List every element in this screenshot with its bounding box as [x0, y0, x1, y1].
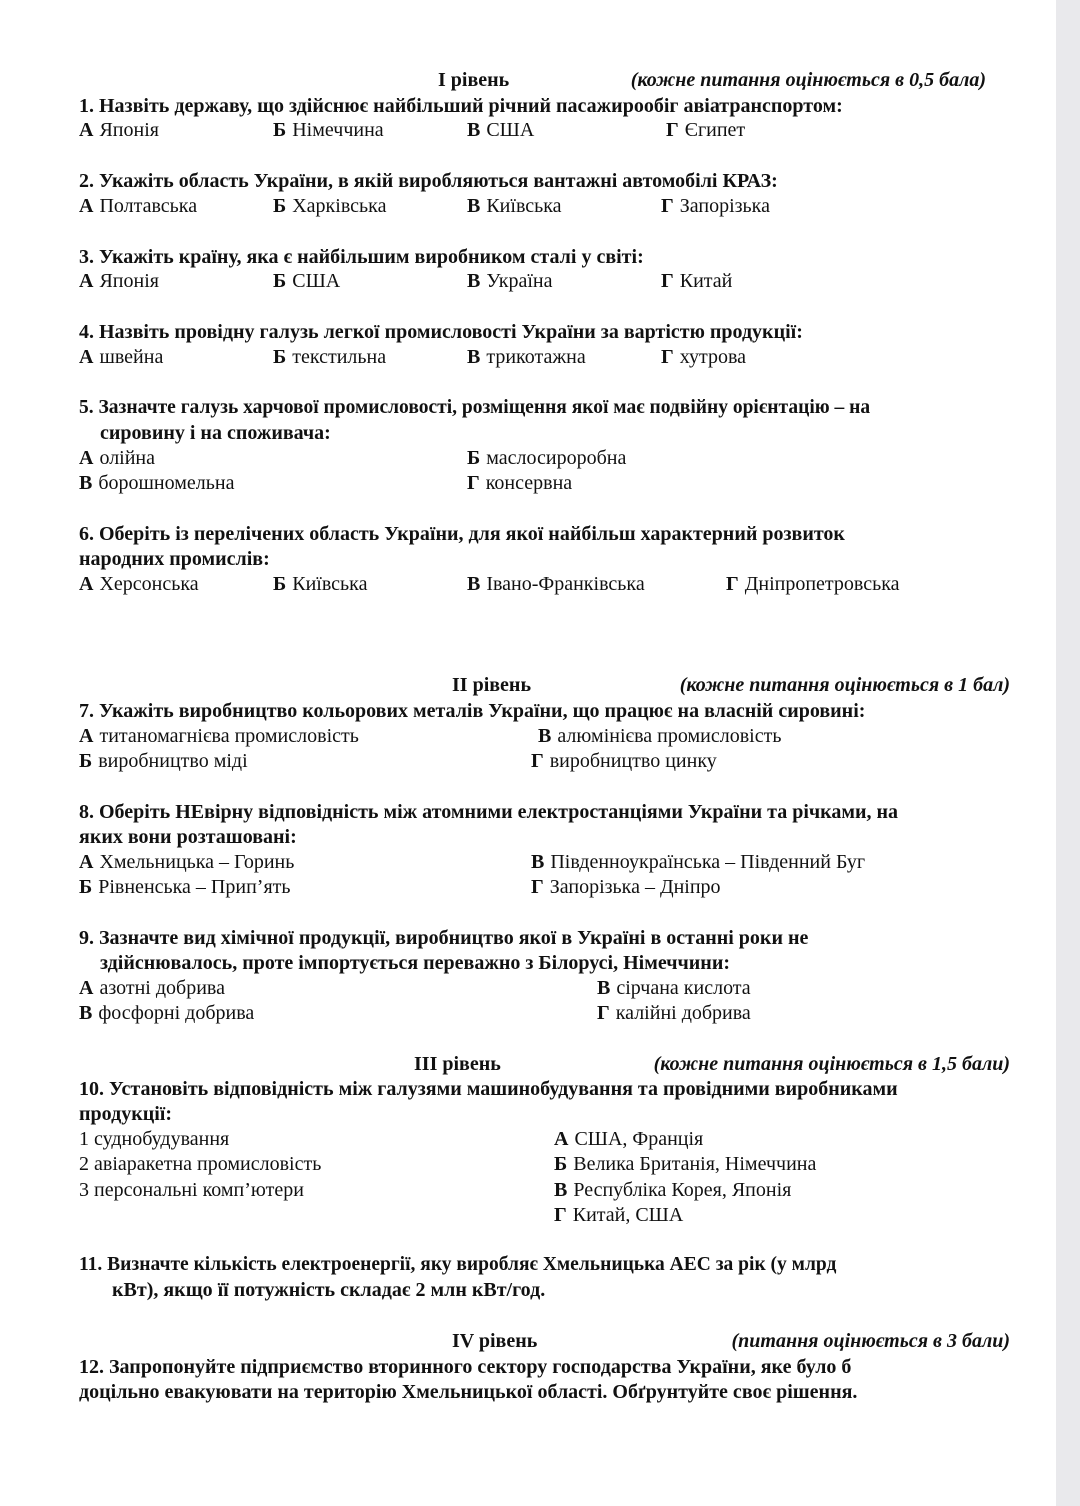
q10-left-item-1: 1 суднобудування: [79, 1128, 230, 1150]
right-edge-strip: [1056, 0, 1080, 1506]
q8-option-a[interactable]: А Хмельницька – Горинь: [79, 851, 295, 873]
q5-option-a[interactable]: А олійна: [79, 447, 156, 469]
q1-option-c[interactable]: В США: [467, 119, 535, 141]
level-4-title: IV рівень: [452, 1330, 538, 1352]
q10-right-item-c[interactable]: В Республіка Корея, Японія: [554, 1179, 792, 1201]
q8-option-b[interactable]: Б Рівненська – Прип’ять: [79, 876, 291, 898]
q5-option-c[interactable]: В борошномельна: [79, 472, 235, 494]
q9-option-a[interactable]: А азотні добрива: [79, 977, 225, 999]
question-11-line-2: кВт), якщо її потужність складає 2 млн кВт/год.: [112, 1279, 546, 1301]
q2-option-d[interactable]: Г Запорізька: [661, 195, 770, 217]
q4-option-c[interactable]: В трикотажна: [467, 346, 586, 368]
question-12-line-2: доцільно евакуювати на територію Хмельницької області. Обґрунтуйте своє рішення.: [79, 1381, 858, 1403]
question-3: 3. Укажіть країну, яка є найбільшим виробником сталі у світі:: [79, 246, 644, 268]
q1-option-b[interactable]: Б Німеччина: [273, 119, 384, 141]
q9-option-c[interactable]: В сірчана кислота: [597, 977, 751, 999]
q8-option-d[interactable]: Г Запорізька – Дніпро: [531, 876, 721, 898]
q7-option-b[interactable]: Б виробництво міді: [79, 750, 248, 772]
level-3-title: III рівень: [414, 1053, 501, 1075]
question-4: 4. Назвіть провідну галузь легкої промисловості України за вартістю продукції:: [79, 321, 803, 343]
q7-option-a[interactable]: А титаномагнієва промисловість: [79, 725, 359, 747]
q2-option-b[interactable]: Б Харківська: [273, 195, 387, 217]
question-6-line-2: народних промислів:: [79, 548, 270, 570]
q4-option-d[interactable]: Г хутрова: [661, 346, 747, 368]
question-8-line-1: 8. Оберіть НЕвірну відповідність між атомними електростанціями України та річками, на: [79, 801, 899, 823]
q1-option-d[interactable]: Г Єгипет: [666, 119, 746, 141]
q4-option-b[interactable]: Б текстильна: [273, 346, 387, 368]
q6-option-c[interactable]: В Івано-Франківська: [467, 573, 645, 595]
q1-option-a[interactable]: А Японія: [79, 119, 159, 141]
q3-option-d[interactable]: Г Китай: [661, 270, 733, 292]
question-8-line-2: яких вони розташовані:: [79, 826, 297, 848]
question-5-line-1: 5. Зазначте галузь харчової промисловості, розміщення якої має подвійну орієнтацію – на: [79, 397, 871, 418]
level-2-note: (кожне питання оцінюється в 1 бал): [679, 674, 1010, 696]
question-5-line-2: сировину і на споживача:: [100, 422, 331, 444]
q2-option-c[interactable]: В Київська: [467, 195, 562, 217]
q6-option-d[interactable]: Г Дніпропетровська: [726, 573, 900, 595]
question-12-line-1: 12. Запропонуйте підприємство вторинного сектору господарства України, яке було б: [79, 1356, 852, 1378]
question-9-line-1: 9. Зазначте вид хімічної продукції, виробництво якої в Україні в останні роки не: [79, 927, 809, 949]
question-7: 7. Укажіть виробництво кольорових металів України, що працює на власній сировині:: [79, 700, 866, 722]
level-4-note: (питання оцінюється в 3 бали): [731, 1330, 1010, 1352]
q7-option-c[interactable]: В алюмінієва промисловість: [538, 725, 782, 747]
q5-option-d[interactable]: Г консервна: [467, 472, 573, 494]
q3-option-a[interactable]: А Японія: [79, 270, 159, 292]
q10-right-item-b[interactable]: Б Велика Британія, Німеччина: [554, 1153, 817, 1175]
question-2: 2. Укажіть область України, в якій виробляються вантажні автомобілі КРАЗ:: [79, 170, 778, 192]
q2-option-a[interactable]: А Полтавська: [79, 195, 198, 217]
q7-option-d[interactable]: Г виробництво цинку: [531, 750, 717, 772]
q3-option-b[interactable]: Б США: [273, 270, 341, 292]
question-11-line-1: 11. Визначте кількість електроенергії, яку виробляє Хмельницька АЕС за рік (у млрд: [79, 1254, 837, 1275]
question-9-line-2: здійснювалось, проте імпортується переважно з Білорусі, Німеччини:: [100, 952, 730, 974]
q10-left-item-3: 3 персональні комп’ютери: [79, 1179, 304, 1201]
question-10-line-1: 10. Установіть відповідність між галузями машинобудування та провідними виробниками: [79, 1078, 898, 1100]
question-6-line-1: 6. Оберіть із перелічених область України, для якої найбільш характерний розвиток: [79, 523, 845, 545]
level-1-note: (кожне питання оцінюється в 0,5 бала): [630, 69, 986, 91]
question-10-line-2: продукції:: [79, 1103, 173, 1125]
q6-option-b[interactable]: Б Київська: [273, 573, 368, 595]
level-2-title: II рівень: [452, 674, 532, 696]
level-3-note: (кожне питання оцінюється в 1,5 бали): [653, 1053, 1010, 1075]
level-1-title: I рівень: [438, 69, 510, 91]
question-1: 1. Назвіть державу, що здійснює найбільший річний пасажирообіг авіатранспортом:: [79, 95, 843, 117]
q9-option-b[interactable]: В фосфорні добрива: [79, 1002, 255, 1024]
q10-right-item-a[interactable]: А США, Франція: [554, 1128, 704, 1150]
q3-option-c[interactable]: В Україна: [467, 270, 553, 292]
q10-left-item-2: 2 авіаракетна промисловість: [79, 1153, 322, 1175]
q8-option-c[interactable]: В Південноукраїнська – Південний Буг: [531, 851, 866, 873]
q9-option-d[interactable]: Г калійні добрива: [597, 1002, 751, 1024]
q4-option-a[interactable]: А швейна: [79, 346, 164, 368]
q6-option-a[interactable]: А Херсонська: [79, 573, 199, 595]
q5-option-b[interactable]: Б маслосироробна: [467, 447, 627, 469]
q10-right-item-d[interactable]: Г Китай, США: [554, 1204, 684, 1226]
